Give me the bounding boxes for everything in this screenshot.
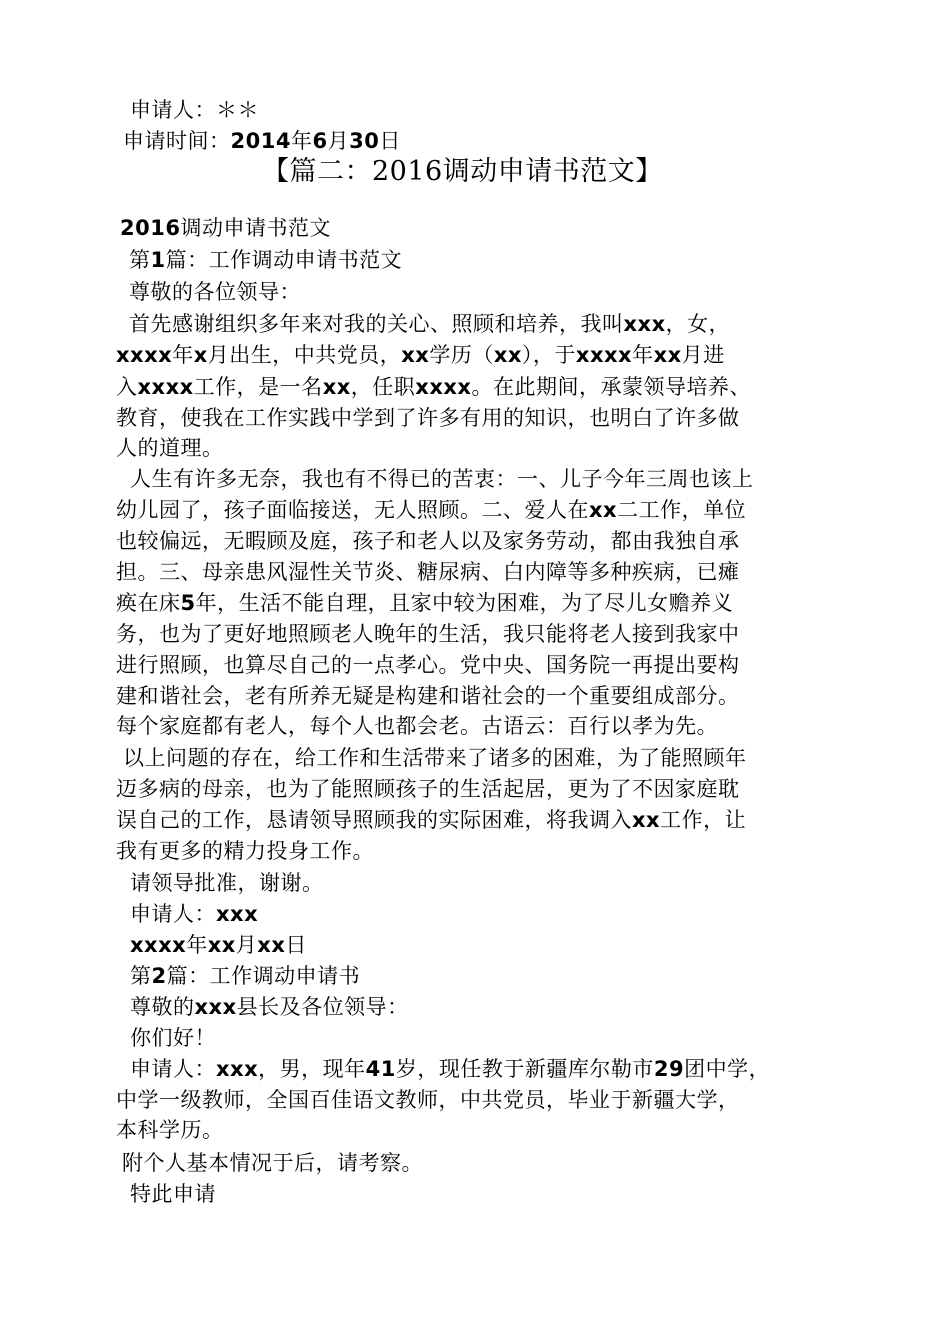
part1-para2-line: 幼儿园了，孩子面临接送，无人照顾。二、爱人在xx二工作，单位 [116, 498, 747, 522]
part1-para1-line: 人的道理。 [116, 436, 224, 460]
part1-para3-line: 以上问题的存在，给工作和生活带来了诸多的困难，为了能照顾年 [123, 746, 747, 770]
part2-para1-line: 本科学历。 [116, 1118, 224, 1142]
part1-para1-line: 首先感谢组织多年来对我的关心、照顾和培养，我叫xxx，女， [129, 312, 731, 336]
section-title: 【篇二：2016调动申请书范文】 [262, 156, 663, 187]
part1-date: xxxx年xx月xx日 [130, 933, 307, 957]
part1-para2-line: 担。三、母亲患风湿性关节炎、糖尿病、白内障等多种疾病，已瘫 [116, 560, 740, 584]
part1-para3-line: 迈多病的母亲，也为了能照顾孩子的生活起居，更为了不因家庭耽 [116, 777, 740, 801]
part2-attach: 附个人基本情况于后，请考察。 [122, 1151, 423, 1175]
header-applicant: 申请人：＊＊ [130, 98, 259, 122]
part1-para2-line: 每个家庭都有老人，每个人也都会老。古语云：百行以孝为先。 [116, 714, 718, 738]
doc-title: 2016调动申请书范文 [120, 216, 331, 240]
part1-para1-line: xxxx年x月出生，中共党员，xx学历（xx），于xxxx年xx月进 [116, 343, 725, 367]
part1-para2-line: 痪在床5年，生活不能自理，且家中较为困难，为了尽儿女赡养义 [116, 591, 734, 615]
part2-salutation: 尊敬的xxx县长及各位领导： [130, 995, 409, 1019]
part1-para2-line: 进行照顾，也算尽自己的一点孝心。党中央、国务院一再提出要构 [116, 653, 740, 677]
part1-heading: 第1篇：工作调动申请书范文 [129, 248, 403, 272]
part1-para2-line: 建和谐社会，老有所养无疑是构建和谐社会的一个重要组成部分。 [116, 684, 740, 708]
part2-heading: 第2篇：工作调动申请书 [130, 964, 361, 988]
part2-closing: 特此申请 [130, 1182, 216, 1206]
part2-greeting: 你们好！ [130, 1026, 216, 1050]
part1-para2-line: 也较偏远，无暇顾及庭，孩子和老人以及家务劳动，都由我独自承 [116, 529, 740, 553]
part1-para3-line: 我有更多的精力投身工作。 [116, 839, 374, 863]
part1-para2-line: 人生有许多无奈，我也有不得已的苦衷：一、儿子今年三周也该上 [130, 467, 754, 491]
part2-para1-line: 中学一级教师，全国百佳语文教师，中共党员，毕业于新疆大学， [116, 1088, 740, 1112]
part1-para3-line: 误自己的工作，恳请领导照顾我的实际困难，将我调入xx工作，让 [116, 808, 747, 832]
part1-para1-line: 入xxxx工作，是一名xx，任职xxxx。在此期间，承蒙领导培养、 [116, 375, 751, 399]
part1-salutation: 尊敬的各位领导： [129, 280, 301, 304]
part1-para1-line: 教育，使我在工作实践中学到了许多有用的知识，也明白了许多做 [116, 406, 740, 430]
part2-para1-line: 申请人：xxx，男，现年41岁，现任教于新疆库尔勒市29团中学， [130, 1057, 771, 1081]
part1-closing: 请领导批准，谢谢。 [130, 871, 324, 895]
header-date: 申请时间：2014年6月30日 [123, 129, 401, 153]
part1-signature: 申请人：xxx [130, 902, 259, 926]
part1-para2-line: 务，也为了更好地照顾老人晚年的生活，我只能将老人接到我家中 [116, 622, 740, 646]
